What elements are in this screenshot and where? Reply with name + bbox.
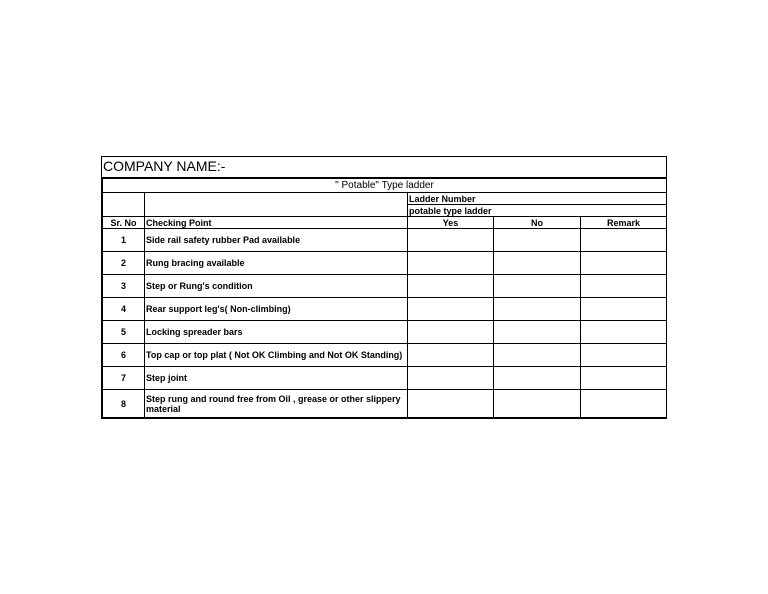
row-checking-point: Side rail safety rubber Pad available [145, 229, 408, 252]
ladder-number-label: Ladder Number [408, 193, 667, 205]
remark-cell[interactable] [581, 321, 667, 344]
no-cell[interactable] [494, 275, 581, 298]
table-row [103, 321, 667, 344]
no-cell[interactable] [494, 321, 581, 344]
row-checking-point: Locking spreader bars [145, 321, 408, 344]
no-cell[interactable] [494, 344, 581, 367]
row-sr-no: 8 [103, 390, 145, 418]
blank-header-cell [145, 193, 408, 217]
no-header: No [494, 217, 581, 229]
row-checking-point: Top cap or top plat ( Not OK Climbing and Not OK Standing) [145, 344, 408, 367]
checking-point-header: Checking Point [145, 217, 408, 229]
row-sr-no: 5 [103, 321, 145, 344]
no-cell[interactable] [494, 367, 581, 390]
row-checking-point: Rear support leg's( Non-climbing) [145, 298, 408, 321]
sr-no-header: Sr. No [103, 217, 145, 229]
row-checking-point: Step rung and round free from Oil , grease or other slippery material [145, 390, 408, 418]
remark-header: Remark [581, 217, 667, 229]
table-row [103, 298, 667, 321]
no-cell[interactable] [494, 390, 581, 418]
row-sr-no: 6 [103, 344, 145, 367]
yes-cell[interactable] [408, 275, 494, 298]
checklist-table [102, 178, 667, 418]
remark-cell[interactable] [581, 298, 667, 321]
row-checking-point: Step or Rung's condition [145, 275, 408, 298]
row-checking-point: Step joint [145, 367, 408, 390]
no-cell[interactable] [494, 252, 581, 275]
row-sr-no: 4 [103, 298, 145, 321]
yes-cell[interactable] [408, 390, 494, 418]
remark-cell[interactable] [581, 252, 667, 275]
remark-cell[interactable] [581, 344, 667, 367]
no-cell[interactable] [494, 298, 581, 321]
yes-cell[interactable] [408, 344, 494, 367]
row-sr-no: 1 [103, 229, 145, 252]
yes-header: Yes [408, 217, 494, 229]
row-sr-no: 2 [103, 252, 145, 275]
yes-cell[interactable] [408, 229, 494, 252]
row-sr-no: 3 [103, 275, 145, 298]
remark-cell[interactable] [581, 367, 667, 390]
remark-cell[interactable] [581, 229, 667, 252]
form-title: " Potable" Type ladder [103, 179, 667, 193]
table-row [103, 344, 667, 367]
table-row [103, 229, 667, 252]
no-cell[interactable] [494, 229, 581, 252]
remark-cell[interactable] [581, 275, 667, 298]
yes-cell[interactable] [408, 298, 494, 321]
table-row [103, 252, 667, 275]
ladder-type-label: potable type ladder [408, 205, 667, 217]
table-row [103, 275, 667, 298]
table-row [103, 367, 667, 390]
table-row [103, 390, 667, 418]
yes-cell[interactable] [408, 252, 494, 275]
yes-cell[interactable] [408, 367, 494, 390]
company-name-label: COMPANY NAME:- [102, 157, 666, 178]
row-checking-point: Rung bracing available [145, 252, 408, 275]
remark-cell[interactable] [581, 390, 667, 418]
yes-cell[interactable] [408, 321, 494, 344]
checklist-sheet [101, 156, 667, 419]
row-sr-no: 7 [103, 367, 145, 390]
blank-header-cell [103, 193, 145, 217]
